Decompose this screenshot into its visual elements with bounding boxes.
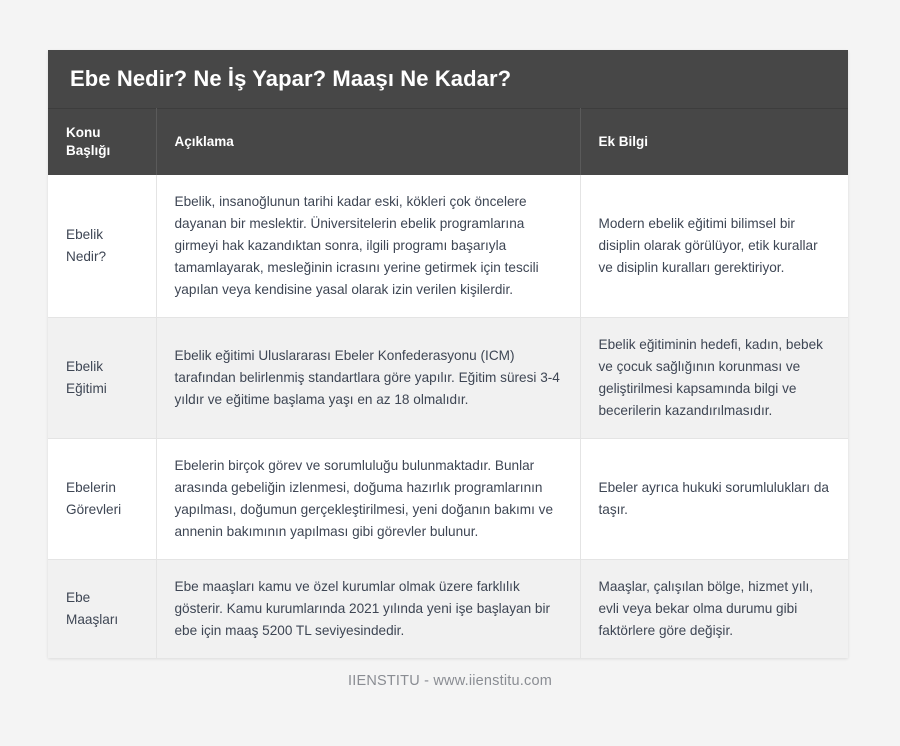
cell-topic: Ebelik Eğitimi: [48, 317, 156, 438]
page-title: Ebe Nedir? Ne İş Yapar? Maaşı Ne Kadar?: [70, 65, 512, 91]
table-row: [48, 175, 848, 318]
info-table: [48, 108, 848, 658]
cell-topic: Ebe Maaşları: [48, 559, 156, 658]
column-header-topic: Konu Başlığı: [48, 109, 156, 175]
card-title-bar: [48, 50, 848, 108]
cell-description: Ebelik eğitimi Uluslararası Ebeler Konfederasyonu (ICM) tarafından belirlenmiş standartlara göre yapılır. Eğitim süresi 3-4 yıldır ve eğitime başlama yaşı en az 18 olmalıdır.: [156, 317, 580, 438]
table-header-row: [48, 109, 848, 175]
cell-description: Ebe maaşları kamu ve özel kurumlar olmak üzere farklılık gösterir. Kamu kurumlarında 2021 yılında yeni işe başlayan bir ebe için maaş 5200 TL seviyesindedir.: [156, 559, 580, 658]
info-card: [48, 50, 848, 658]
column-header-extra: Ek Bilgi: [580, 109, 848, 175]
cell-topic: Ebelerin Görevleri: [48, 438, 156, 559]
table-row: [48, 559, 848, 658]
table-body: [48, 175, 848, 658]
table-row: [48, 438, 848, 559]
cell-description: Ebelerin birçok görev ve sorumluluğu bulunmaktadır. Bunlar arasında gebeliğin izlenmesi, doğuma hazırlık programlarının yapılması, doğumun gerçekleştirilmesi, yeni doğanın bakımı ve annenin bakımının yapılması gibi görevler bulunur.: [156, 438, 580, 559]
cell-extra: Ebelik eğitiminin hedefi, kadın, bebek ve çocuk sağlığının korunması ve geliştirilmesi kapsamında bilgi ve becerilerin kazandırılmasıdır.: [580, 317, 848, 438]
cell-extra: Maaşlar, çalışılan bölge, hizmet yılı, evli veya bekar olma durumu gibi faktörlere göre değişir.: [580, 559, 848, 658]
cell-description: Ebelik, insanoğlunun tarihi kadar eski, kökleri çok öncelere dayanan bir meslektir. Üniversitelerin ebelik programlarına girmeyi hak kazandıktan sonra, ilgili programı başarıyla tamamlayarak, mesleğinin icrasını yerine getirmek için tescili yapılan veya kendisine yasal olarak izin verilen kişilerdir.: [156, 175, 580, 318]
cell-extra: Ebeler ayrıca hukuki sorumlulukları da taşır.: [580, 438, 848, 559]
column-header-description: Açıklama: [156, 109, 580, 175]
footer-attribution: IIENSTITU - www.iienstitu.com: [348, 673, 552, 689]
table-header: [48, 109, 848, 175]
table-row: [48, 317, 848, 438]
cell-topic: Ebelik Nedir?: [48, 175, 156, 318]
cell-extra: Modern ebelik eğitimi bilimsel bir disiplin olarak görülüyor, etik kurallar ve disiplin kuralları gerektiriyor.: [580, 175, 848, 318]
